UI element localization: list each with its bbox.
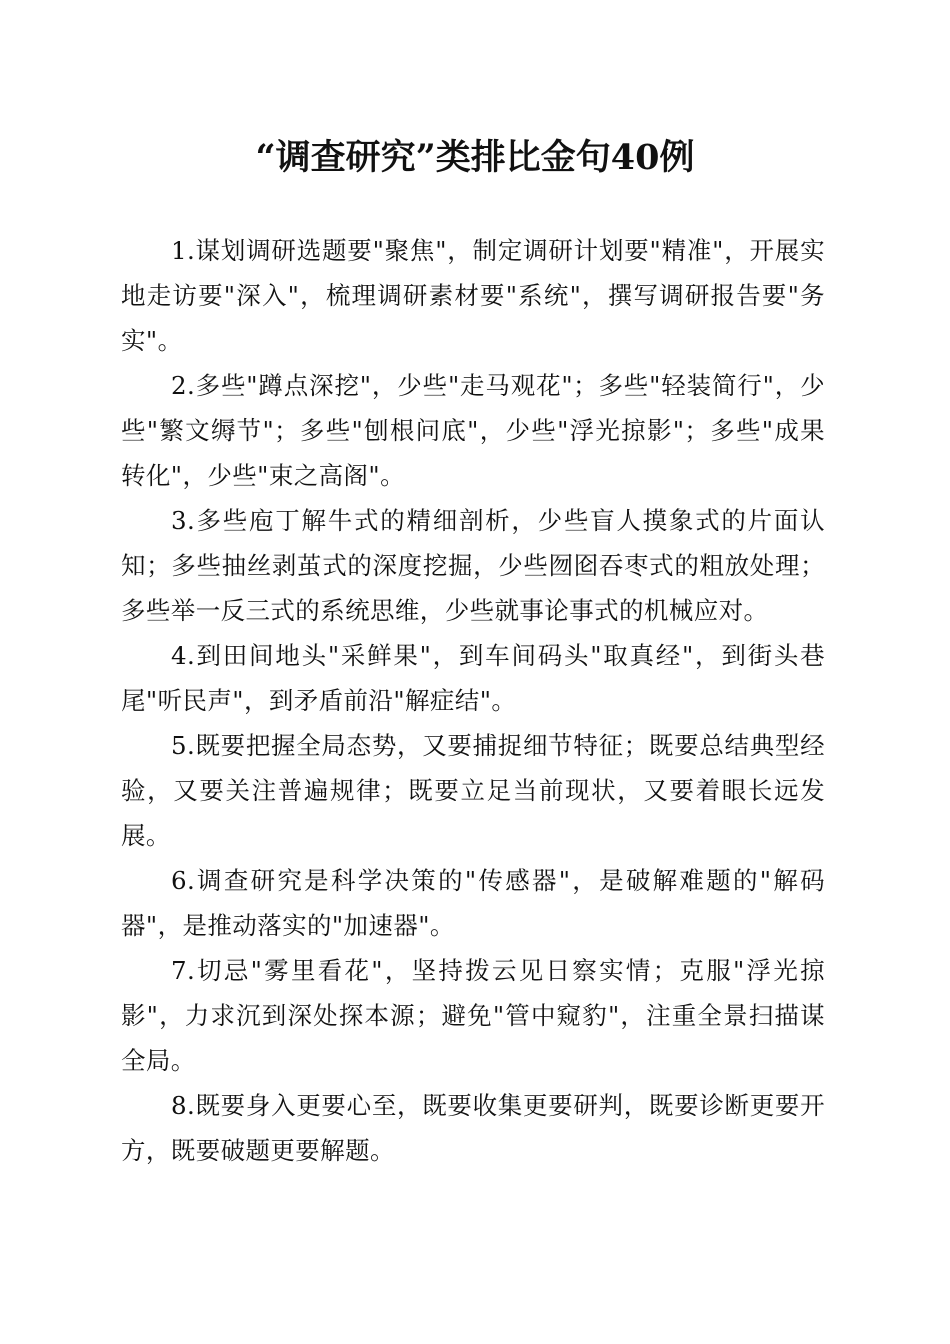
document-title: “调查研究”类排比金句40例 bbox=[255, 137, 695, 178]
paragraph-3: 3.多些庖丁解牛式的精细剖析，少些盲人摸象式的片面认知；多些抽丝剥茧式的深度挖掘，少些囫囵吞枣式的粗放处理；多些举一反三式的系统思维，少些就事论事式的机械应对。 bbox=[121, 506, 825, 625]
document-body bbox=[121, 228, 825, 1173]
paragraph-2: 2.多些"蹲点深挖"，少些"走马观花"；多些"轻装简行"，少些"繁文缛节"；多些"刨根问底"，少些"浮光掠影"；多些"成果转化"，少些"束之高阁"。 bbox=[121, 371, 825, 490]
paragraph-7: 7.切忌"雾里看花"，坚持拨云见日察实情；克服"浮光掠影"，力求沉到深处探本源；避免"管中窥豹"，注重全景扫描谋全局。 bbox=[121, 956, 825, 1075]
paragraph-8: 8.既要身入更要心至，既要收集更要研判，既要诊断更要开方，既要破题更要解题。 bbox=[121, 1091, 825, 1165]
paragraph-6: 6.调查研究是科学决策的"传感器"，是破解难题的"解码器"，是推动落实的"加速器"。 bbox=[121, 866, 825, 940]
paragraph-1: 1.谋划调研选题要"聚焦"，制定调研计划要"精准"，开展实地走访要"深入"，梳理调研素材要"系统"，撰写调研报告要"务实"。 bbox=[121, 236, 825, 355]
paragraph-4: 4.到田间地头"采鲜果"，到车间码头"取真经"，到街头巷尾"听民声"，到矛盾前沿"解症结"。 bbox=[121, 641, 825, 715]
paragraph-5: 5.既要把握全局态势，又要捕捉细节特征；既要总结典型经验，又要关注普遍规律；既要立足当前现状，又要着眼长远发展。 bbox=[121, 731, 825, 850]
